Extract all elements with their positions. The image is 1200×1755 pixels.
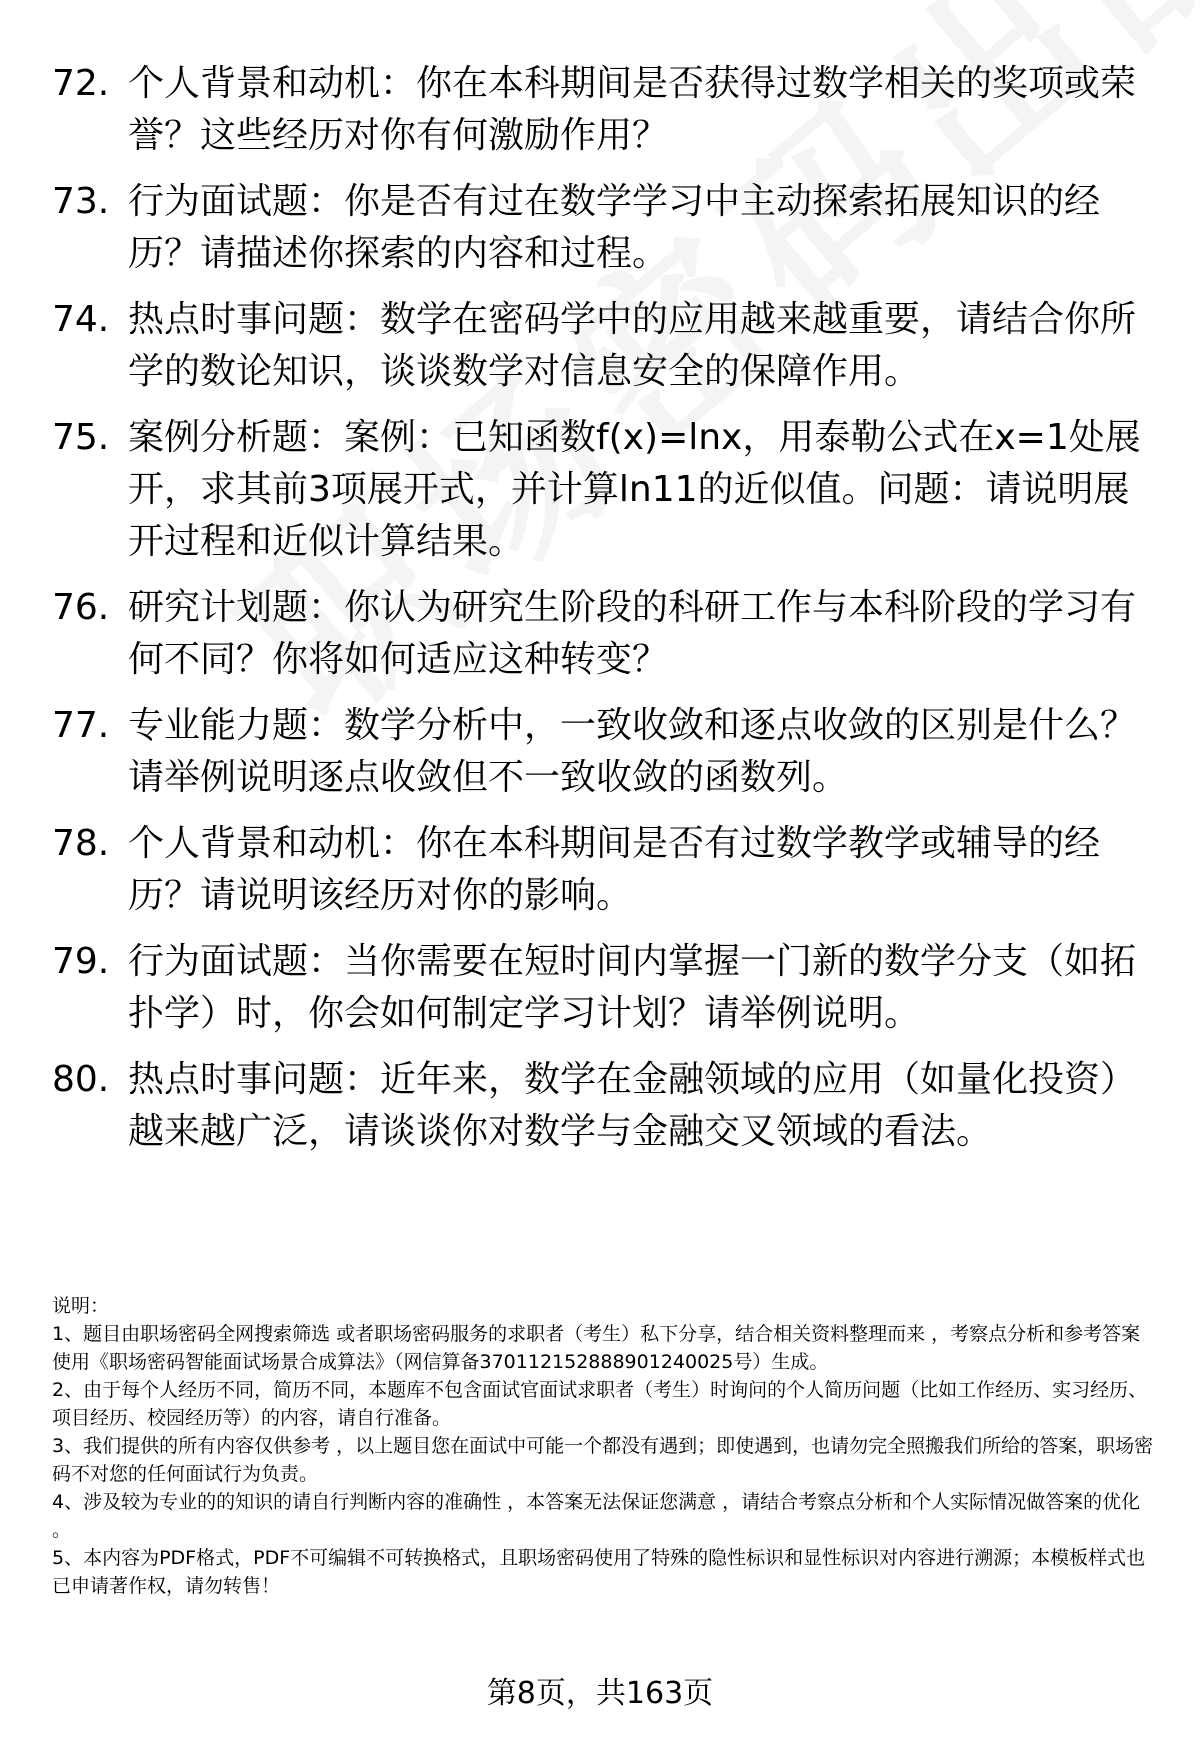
question-text: 行为面试题：你是否有过在数学学习中主动探索拓展知识的经历？请描述你探索的内容和过程。 [128,181,1101,274]
question-number: 78. [52,823,110,864]
question-item [52,294,1152,398]
question-number: 72. [52,63,110,104]
note-item: 5、本内容为PDF格式，PDF不可编辑不可转换格式，且职场密码使用了特殊的隐性标识和显性标识对内容进行溯源；本模板样式也已申请著作权，请勿转售！ [52,1547,1146,1597]
question-item [52,176,1152,280]
question-text: 案例分析题：案例：已知函数f(x)=lnx，用泰勒公式在x=1处展开，求其前3项展开式，并计算ln11的近似值。问题：请说明展开过程和近似计算结果。 [128,417,1141,562]
question-number: 79. [52,941,110,982]
question-text: 个人背景和动机：你在本科期间是否获得过数学相关的奖项或荣誉？这些经历对你有何激励作用？ [128,63,1137,156]
question-number: 77. [52,705,110,746]
notes-section [52,1292,1156,1600]
question-text: 行为面试题：当你需要在短时间内掌握一门新的数学分支（如拓扑学）时，你会如何制定学习计划？请举例说明。 [128,941,1137,1034]
question-text: 热点时事问题：数学在密码学中的应用越来越重要，请结合你所学的数论知识，谈谈数学对信息安全的保障作用。 [128,299,1137,392]
page-number: 第8页，共163页 [486,1676,714,1711]
question-item [52,1054,1152,1158]
question-text: 个人背景和动机：你在本科期间是否有过数学教学或辅导的经历？请说明该经历对你的影响。 [128,823,1101,916]
notes-title: 说明： [52,1295,110,1317]
question-item [52,700,1152,804]
note-item: 3、我们提供的所有内容仅供参考 ，以上题目您在面试中可能一个都没有遇到；即使遇到，也请勿完全照搬我们所给的答案，职场密码不对您的任何面试行为负责。 [52,1435,1154,1485]
question-text: 研究计划题：你认为研究生阶段的科研工作与本科阶段的学习有何不同？你将如何适应这种转变？ [128,587,1137,680]
question-text: 专业能力题：数学分析中，一致收敛和逐点收敛的区别是什么？请举例说明逐点收敛但不一致收敛的函数列。 [128,705,1137,798]
question-number: 73. [52,181,110,222]
question-number: 76. [52,587,110,628]
question-item [52,818,1152,922]
question-number: 74. [52,299,110,340]
question-item [52,936,1152,1040]
question-item [52,58,1152,162]
question-text: 热点时事问题：近年来，数学在金融领域的应用（如量化投资）越来越广泛，请谈谈你对数学与金融交叉领域的看法。 [128,1059,1137,1152]
question-item [52,412,1152,568]
note-item: 2、由于每个人经历不同，简历不同，本题库不包含面试官面试求职者（考生）时询问的个人简历问题（比如工作经历、实习经历、项目经历、校园经历等）的内容，请自行准备。 [52,1379,1148,1429]
question-list [52,58,1152,1172]
question-item [52,582,1152,686]
note-item: 1、题目由职场密码全网搜索筛选 或者职场密码服务的求职者（考生）私下分享，结合相关资料整理而来 ，考察点分析和参考答案使用《职场密码智能面试场景合成算法》（网信算备370112152888901240025号）生成。 [52,1323,1141,1373]
question-number: 75. [52,417,110,458]
note-item: 4、涉及较为专业的的知识的请自行判断内容的准确性 ，本答案无法保证您满意 ，请结合考察点分析和个人实际情况做答案的优化 。 [52,1491,1141,1541]
question-number: 80. [52,1059,110,1100]
